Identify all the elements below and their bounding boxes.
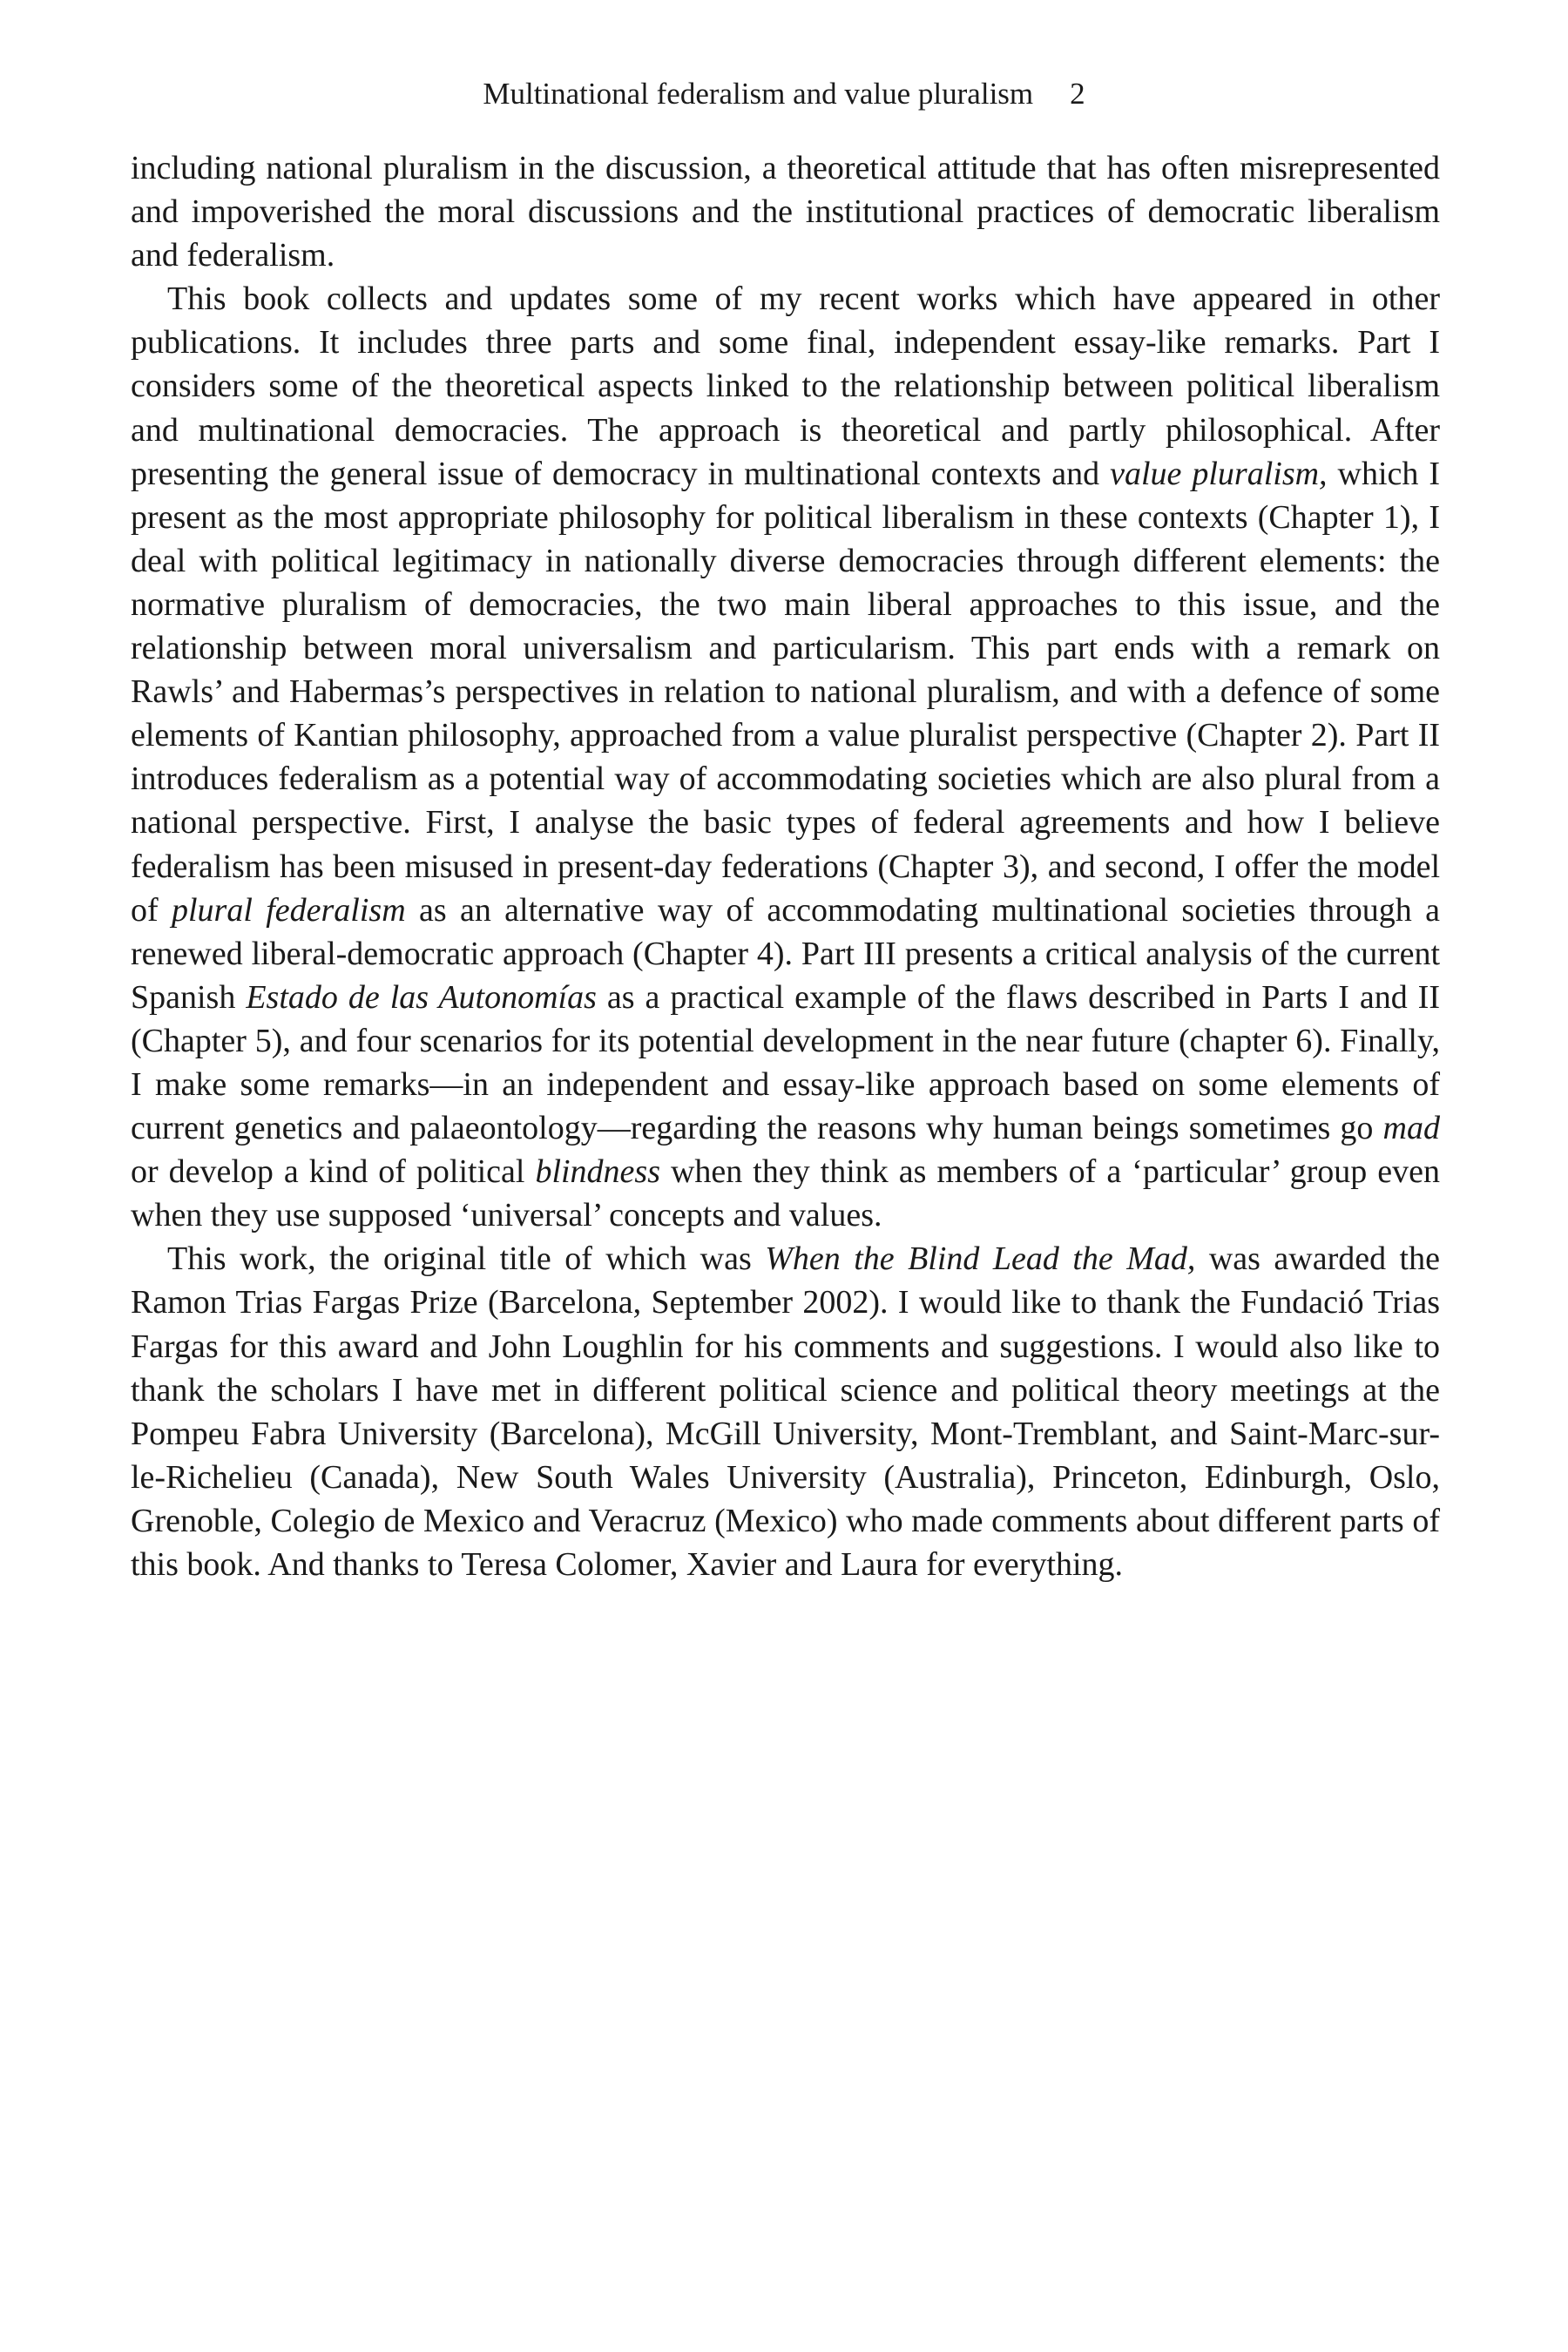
paragraph-3-segment-3: was awarded the Ramon Trias Fargas Prize (Barcelona, September 2002). I would like to thank the Fundació Trias Fargas for this award and John Loughlin for his comments and suggestions. I would also like to thank the scholars I have met in different political science and political theory meetings at the Pompeu Fabra University (Barcelona), McGill University, Mont-Tremblant, and Saint-Marc-sur-le-Richelieu (Canada), New South Wales University (Australia), Princeton, Edinburgh, Oslo, Grenoble, Colegio de Mexico and Veracruz (Mexico) who made comments about different parts of this book. And thanks to Teresa Colomer, Xavier and Laura for everything.	[131, 1240, 1440, 1583]
paragraph-3-segment-1: This work, the original title of which was	[167, 1240, 766, 1278]
paragraph-2-segment-5: as an alternative way of accommodating multinational societies through a renewed liberal-democratic approach (Chapter 4). Part III presents a critical analysis of the current Spanish	[131, 891, 1440, 1016]
paragraph-2-segment-1: This book collects and updates some of my recent works which have appeared in other publications. It includes three parts and some final, independent essay-like remarks. Part I considers some of the theoretical aspects linked to the relationship between political liberalism and multinational democracies. The approach is theoretical and partly philosophical. After presenting the general issue of democracy in multinational contexts and	[131, 280, 1440, 492]
paragraph-2-segment-7: as a practical example of the flaws described in Parts I and II (Chapter 5), and four scenarios for its potential development in the near future (chapter 6). Finally, I make some remarks—in an independent and essay-like approach based on some elements of current genetics and palaeontology—regarding the reasons why human beings sometimes go	[131, 978, 1440, 1147]
paragraph-3	[131, 1237, 1440, 1586]
running-head	[0, 73, 1568, 115]
running-head-title: Multinational federalism and value pluralism	[483, 77, 1034, 111]
emphasis-mad: mad	[1382, 1110, 1440, 1147]
paragraph-2-segment-9: or develop a kind of political	[131, 1153, 536, 1191]
paragraph-2-segment-3: which I present as the most appropriate philosophy for political liberalism in these contexts (Chapter 1), I deal with political legitimacy in nationally diverse democracies through different elements: the normative pluralism of democracies, the two main liberal approaches to this issue, and the relationship between moral universalism and particularism. This part ends with a remark on Rawls’ and Habermas’s perspectives in relation to national pluralism, and with a defence of some elements of Kantian philosophy, approached from a value pluralist perspective (Chapter 2). Part II introduces federalism as a potential way of accommodating societies which are also plural from a national perspective. First, I analyse the basic types of federal agreements and how I believe federalism has been misused in present-day federations (Chapter 3), and second, I offer the model of	[131, 455, 1440, 929]
emphasis-original-title: When the Blind Lead the Mad,	[765, 1240, 1196, 1278]
body-text	[131, 146, 1440, 1586]
page-number: 2	[1070, 77, 1085, 111]
emphasis-blindness: blindness	[535, 1153, 660, 1191]
paragraph-1	[131, 146, 1440, 277]
emphasis-value-pluralism: value pluralism,	[1110, 455, 1328, 492]
emphasis-estado-de-las-autonomias: Estado de las Autonomías	[246, 978, 597, 1016]
paragraph-1-segment-1: including national pluralism in the discussion, a theoretical attitude that has often misrepresented and impoverished the moral discussions and the institutional practices of democratic liberalism and federalism.	[131, 150, 1440, 274]
paragraph-2	[131, 277, 1440, 1237]
paragraph-2-segment-11: when they think as members of a ‘particular’ group even when they use supposed ‘universal’ concepts and values.	[131, 1153, 1440, 1234]
emphasis-plural-federalism: plural federalism	[171, 891, 406, 929]
